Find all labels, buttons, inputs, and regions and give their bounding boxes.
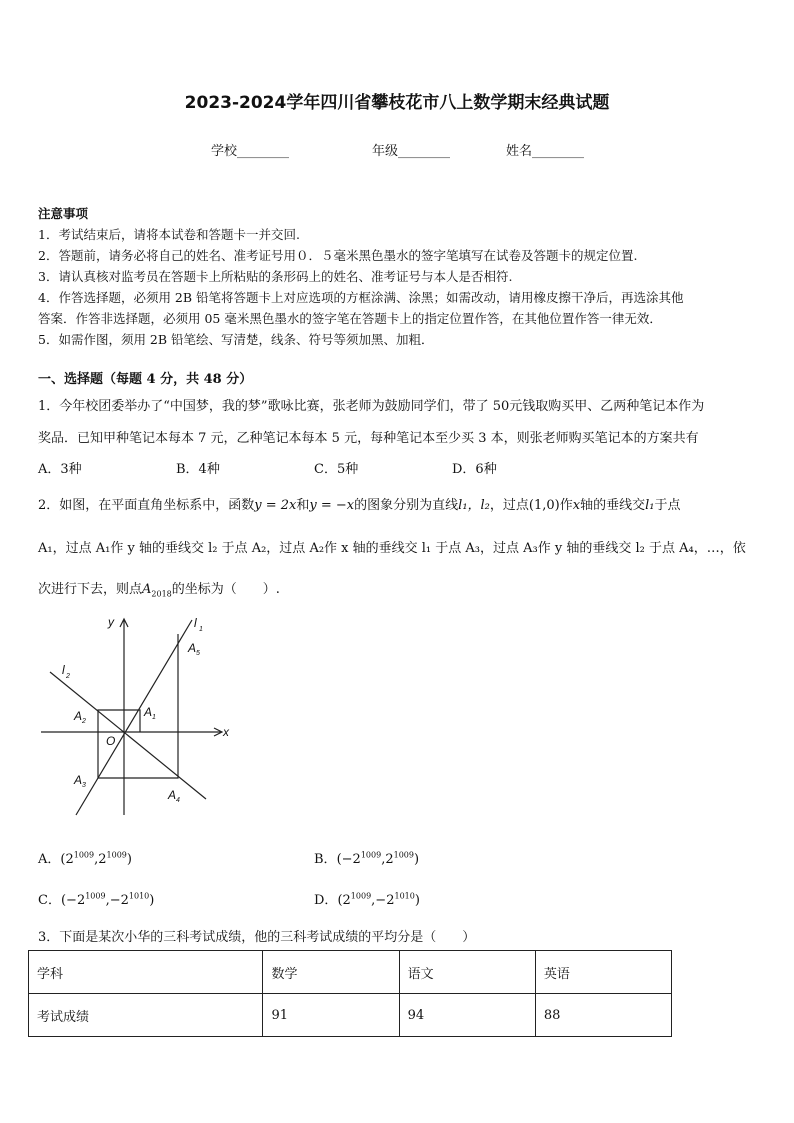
exponent: 1010 bbox=[394, 891, 415, 901]
exponent: 1009 bbox=[393, 850, 414, 860]
q2-text: 的坐标为（ ）. bbox=[171, 582, 280, 597]
table-header-row bbox=[29, 951, 672, 994]
table-cell: 94 bbox=[399, 994, 535, 1037]
a3-label: A bbox=[74, 773, 83, 787]
q2-text: 2．如图，在平面直角坐标系中，函数 bbox=[38, 498, 255, 513]
q1-line1: 1．今年校团委举办了“中国梦，我的梦”歌咏比赛，张老师为鼓励同学们，带了 50元钱取购买甲、乙两种笔记本作为 bbox=[38, 399, 705, 414]
q2-line3 bbox=[38, 578, 280, 599]
a2-label: A bbox=[74, 709, 83, 723]
q2-point: (1,0) bbox=[528, 498, 560, 513]
option-label: A． bbox=[38, 852, 61, 867]
note-item: 1．考试结束后，请将本试卷和答题卡一并交回. bbox=[38, 227, 300, 242]
y-label: y bbox=[108, 615, 114, 629]
base: 2 bbox=[76, 893, 86, 908]
l1-label: l bbox=[194, 616, 197, 630]
table-cell: 学科 bbox=[29, 951, 263, 994]
a4-sub: 4 bbox=[176, 797, 180, 804]
q3-text: 3．下面是某次小华的三科考试成绩，他的三科考试成绩的平均分是（ ） bbox=[38, 930, 476, 945]
exponent: 1009 bbox=[350, 891, 372, 901]
a3-sub: 3 bbox=[82, 782, 86, 789]
q2-func2: y = −x bbox=[309, 498, 355, 513]
q2-axis: x bbox=[572, 498, 581, 513]
q2-line1 bbox=[38, 494, 681, 513]
q2-line2: A₁，过点 A₁作 y 轴的垂线交 l₂ 于点 A₂，过点 A₂作 x 轴的垂线交 l₁ 于点 A₃，过点 A₃作 y 轴的垂线交 l₂ 于点 A₄，…，依 bbox=[38, 541, 746, 556]
sign: − bbox=[375, 893, 387, 908]
q2-text: 作 bbox=[559, 498, 573, 513]
base: 2 bbox=[385, 852, 394, 867]
q2-option-a[interactable]: A．$(2^{1009},2^{1009})$ bbox=[38, 850, 132, 867]
l1-sub: 1 bbox=[199, 626, 203, 633]
exponent: 1009 bbox=[85, 891, 106, 901]
origin-label: O bbox=[106, 734, 116, 748]
table-cell: 88 bbox=[535, 994, 671, 1037]
sign: − bbox=[66, 893, 77, 908]
q1-option-c[interactable]: C．5种 bbox=[314, 462, 359, 477]
name-field[interactable]: 姓名________ bbox=[506, 144, 585, 159]
q2-text: ，过点 bbox=[489, 498, 529, 513]
note-item: 答案．作答非选择题，必须用 05 毫米黑色墨水的签字笔在答题卡上的指定位置作答，在其他位置作答一律无效． bbox=[38, 311, 662, 326]
a1-label: A bbox=[144, 705, 153, 719]
table-cell: 考试成绩 bbox=[29, 994, 263, 1037]
path-a1-a5 bbox=[98, 634, 178, 778]
coordinate-figure bbox=[36, 612, 236, 817]
exponent: 1009 bbox=[73, 850, 95, 860]
q2-option-c[interactable]: C．$(-2^{1009},-2^{1010})$ bbox=[38, 891, 155, 908]
note-item: 4．作答选择题，必须用 2B 铅笔将答题卡上对应选项的方框涂满、涂黑；如需改动，请用橡皮擦干净后，再选涂其他 bbox=[38, 290, 684, 305]
table-row bbox=[29, 994, 672, 1037]
a2-sub: 2 bbox=[82, 718, 86, 725]
notes-heading: 注意事项 bbox=[38, 206, 89, 221]
a1-sub: 1 bbox=[152, 714, 156, 721]
l2-sub: 2 bbox=[66, 673, 70, 680]
q2-text: 于点 bbox=[654, 498, 681, 513]
a5-label: A bbox=[188, 641, 197, 655]
l2-label: l bbox=[62, 663, 65, 677]
line-l1 bbox=[76, 620, 192, 815]
q2-text: 次进行下去，则点 bbox=[38, 582, 143, 597]
q1-option-d[interactable]: D．6种 bbox=[452, 462, 497, 477]
table-cell: 英语 bbox=[535, 951, 671, 994]
base: 2 bbox=[65, 852, 74, 867]
base: 2 bbox=[352, 852, 361, 867]
q2-text: 轴的垂线交 bbox=[580, 498, 646, 513]
option-label: B． bbox=[314, 852, 337, 867]
note-item: 5．如需作图，须用 2B 铅笔绘、写清楚，线条、符号等须加黑、加粗． bbox=[38, 332, 434, 347]
q2-text: 的图象分别为直线 bbox=[354, 498, 459, 513]
q2-lines: l₁，l₂ bbox=[458, 498, 490, 513]
school-field[interactable]: 学校________ bbox=[211, 144, 290, 159]
q2-func1: y = 2x bbox=[254, 498, 297, 513]
notes-block bbox=[38, 203, 758, 350]
page-title: 2023-2024学年四川省攀枝花市八上数学期末经典试题 bbox=[184, 93, 610, 113]
section-heading: 一、选择题（每题 4 分，共 48 分） bbox=[38, 372, 253, 387]
x-label: x bbox=[223, 725, 229, 739]
table-cell: 数学 bbox=[263, 951, 399, 994]
q2-point-a: A bbox=[142, 582, 152, 597]
q1-option-b[interactable]: B．4种 bbox=[176, 462, 220, 477]
q2-option-d[interactable]: D．$(2^{1009},-2^{1010})$ bbox=[314, 891, 420, 908]
grade-field[interactable]: 年级________ bbox=[372, 144, 451, 159]
base: 2 bbox=[120, 893, 129, 908]
option-label: C． bbox=[38, 893, 61, 908]
q1-line2: 奖品．已知甲种笔记本每本 7 元，乙种笔记本每本 5 元，每种笔记本至少买 3 本，则张老师购买笔记本的方案共有 bbox=[38, 431, 699, 446]
note-item: 3．请认真核对监考员在答题卡上所粘贴的条形码上的姓名、准考证号与本人是否相符. bbox=[38, 269, 513, 284]
score-table bbox=[28, 950, 672, 1037]
exponent: 1009 bbox=[360, 850, 382, 860]
q2-text: 和 bbox=[296, 498, 310, 513]
a4-label: A bbox=[168, 788, 177, 802]
table-cell: 语文 bbox=[399, 951, 535, 994]
base: 2 bbox=[342, 893, 351, 908]
note-item: 2．答题前，请务必将自己的姓名、准考证号用０．５毫米黑色墨水的签字笔填写在试卷及答题卡的规定位置. bbox=[38, 248, 638, 263]
sign: − bbox=[341, 852, 353, 867]
q1-option-a[interactable]: A．3种 bbox=[38, 462, 82, 477]
option-label: D． bbox=[314, 893, 338, 908]
base: 2 bbox=[98, 852, 107, 867]
sign: − bbox=[109, 893, 121, 908]
q2-point-sub: 2018 bbox=[151, 589, 172, 599]
q2-option-b[interactable]: B．$(-2^{1009},2^{1009})$ bbox=[314, 850, 420, 867]
exponent: 1010 bbox=[128, 891, 150, 901]
a5-sub: 5 bbox=[196, 650, 200, 657]
base: 2 bbox=[386, 893, 395, 908]
q2-line: l₁ bbox=[645, 498, 655, 513]
exponent: 1009 bbox=[106, 850, 127, 860]
table-cell: 91 bbox=[263, 994, 399, 1037]
